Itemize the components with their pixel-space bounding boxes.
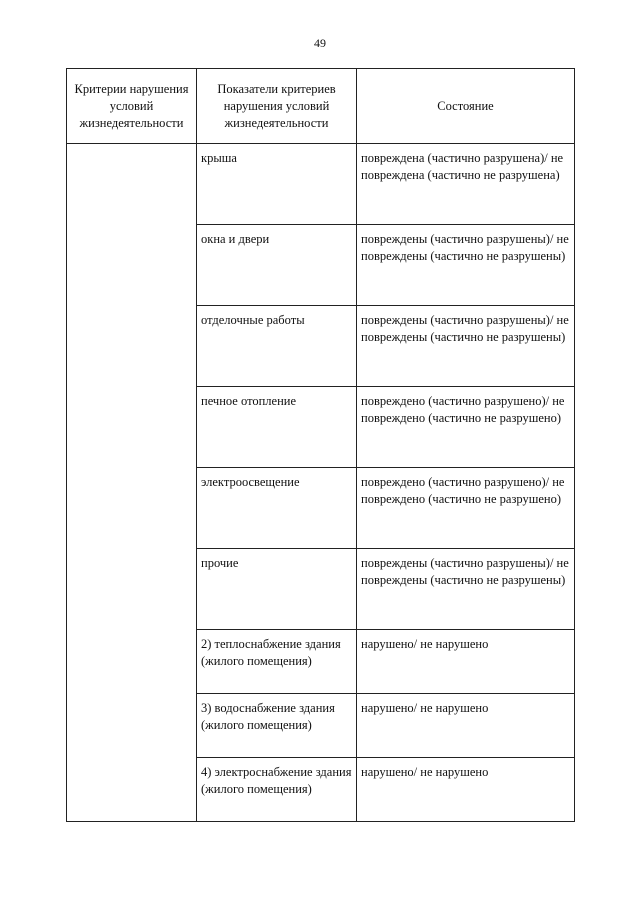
state-cell: повреждены (частично разрушены)/ не повреждены (частично не разрушены): [357, 306, 575, 387]
state-cell: повреждены (частично разрушены)/ не повреждены (частично не разрушены): [357, 225, 575, 306]
criteria-table: [66, 68, 575, 822]
indicator-cell: крыша: [197, 144, 357, 225]
state-cell: нарушено/ не нарушено: [357, 630, 575, 694]
state-cell: повреждено (частично разрушено)/ не повреждено (частично не разрушено): [357, 468, 575, 549]
state-cell: повреждена (частично разрушена)/ не повреждена (частично не разрушена): [357, 144, 575, 225]
page-number: 49: [314, 36, 326, 50]
state-cell: повреждено (частично разрушено)/ не повреждено (частично не разрушено): [357, 387, 575, 468]
header-indicators: Показатели критериев нарушения условий жизнедеятельности: [197, 69, 357, 144]
indicator-cell: 2) теплоснабжение здания (жилого помещения): [197, 630, 357, 694]
table-header-row: [67, 69, 575, 144]
state-cell: нарушено/ не нарушено: [357, 694, 575, 758]
indicator-cell: окна и двери: [197, 225, 357, 306]
indicator-cell: прочие: [197, 549, 357, 630]
header-state: Состояние: [357, 69, 575, 144]
indicator-cell: отделочные работы: [197, 306, 357, 387]
header-criteria: Критерии нарушения условий жизнедеятельности: [67, 69, 197, 144]
table-row: [67, 144, 575, 225]
indicator-cell: 4) электроснабжение здания (жилого помещения): [197, 758, 357, 822]
indicator-cell: 3) водоснабжение здания (жилого помещения): [197, 694, 357, 758]
indicator-cell: электроосвещение: [197, 468, 357, 549]
state-cell: нарушено/ не нарушено: [357, 758, 575, 822]
indicator-cell: печное отопление: [197, 387, 357, 468]
criteria-cell: [67, 144, 197, 822]
state-cell: повреждены (частично разрушены)/ не повреждены (частично не разрушены): [357, 549, 575, 630]
